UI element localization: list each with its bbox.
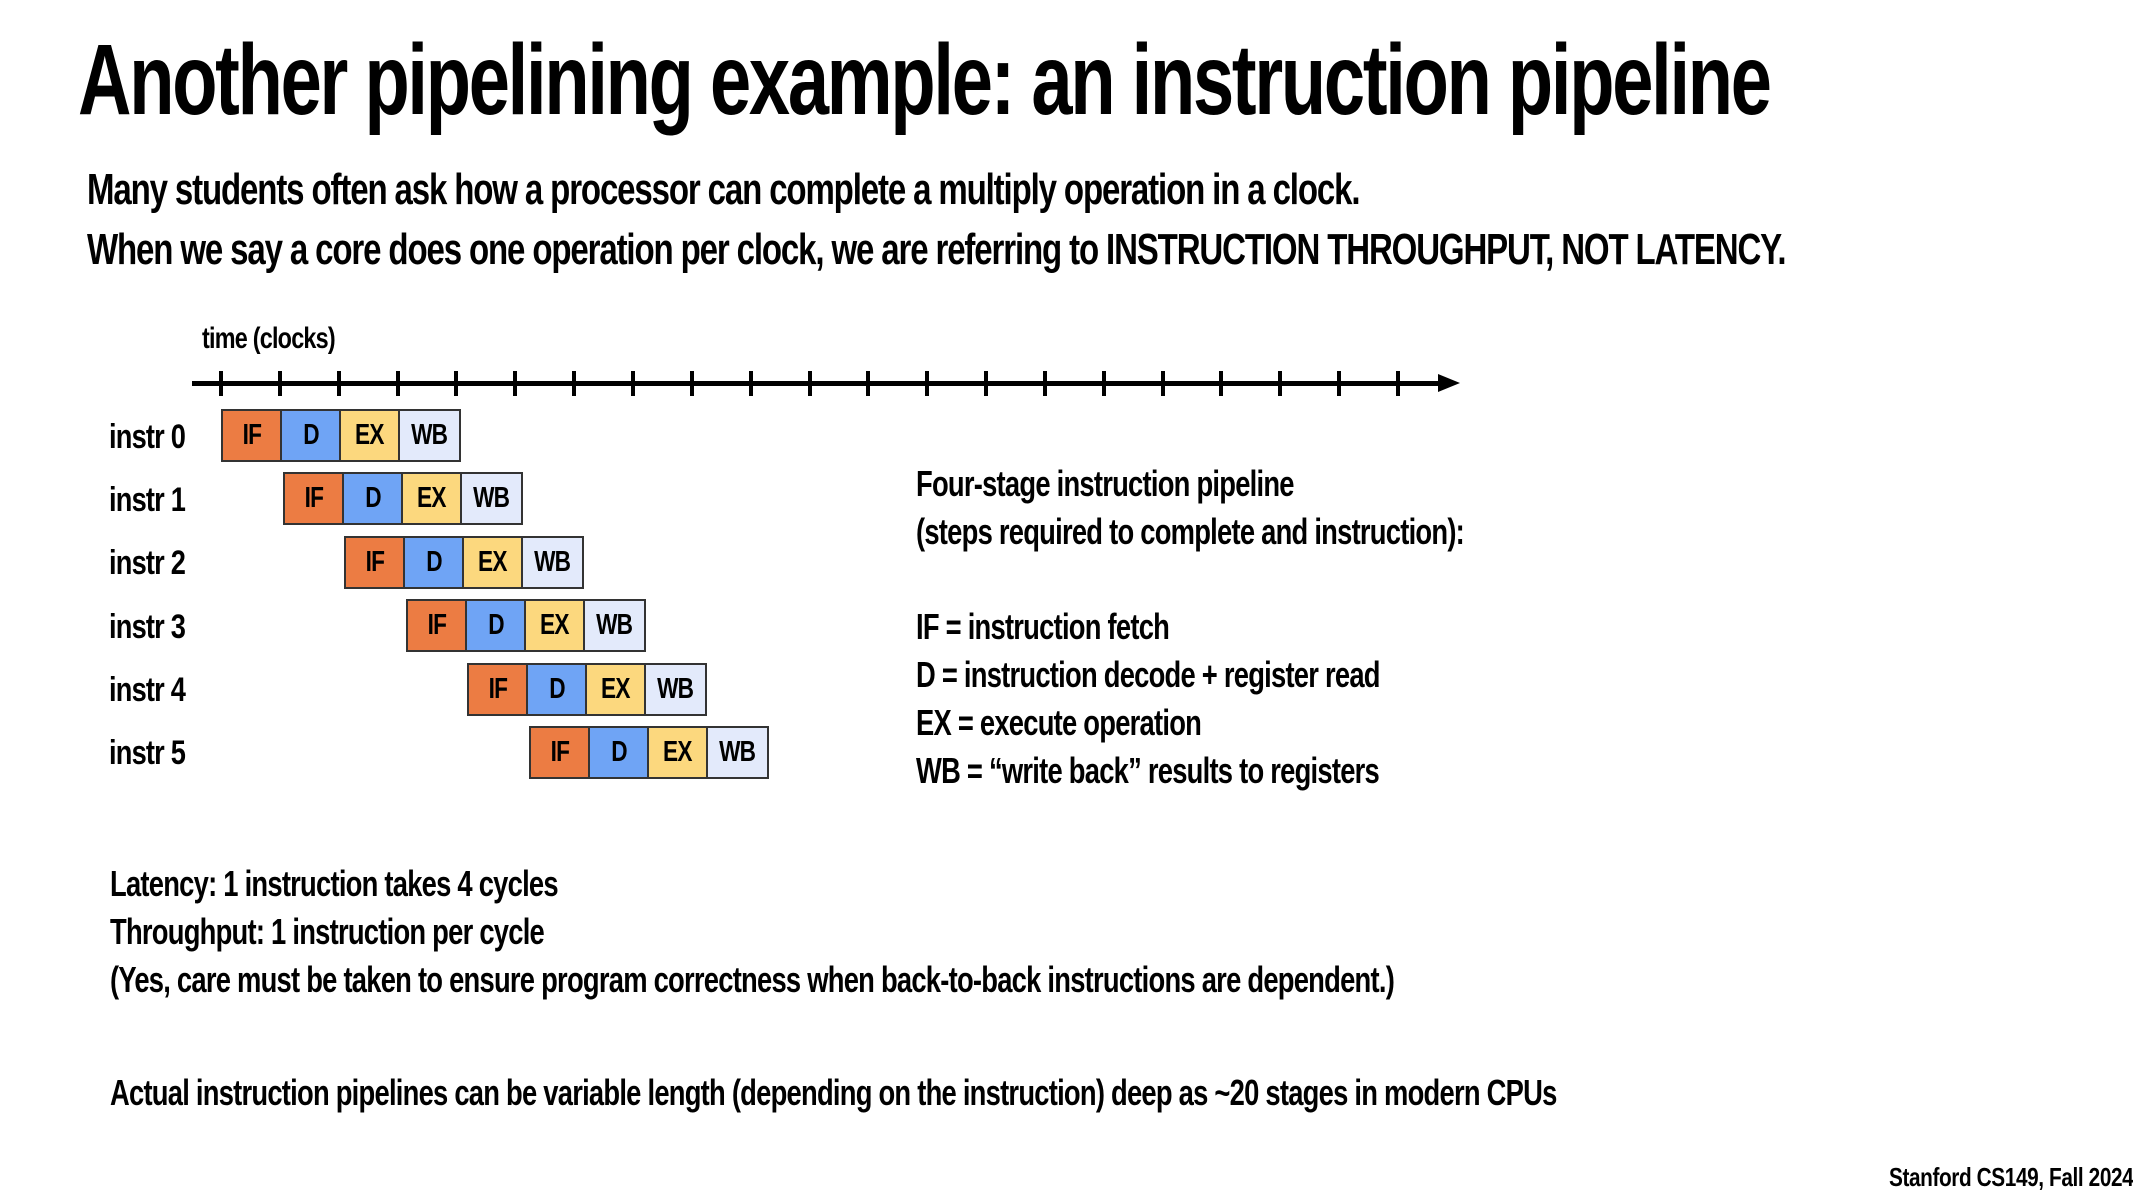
- time-axis-tick: [690, 371, 694, 396]
- time-axis-label: time (clocks): [202, 322, 335, 355]
- stage-cell-if: IF: [223, 411, 282, 460]
- time-axis-tick: [1043, 371, 1047, 396]
- subtitle-line-2: When we say a core does one operation per clock, we are referring to INSTRUCTION THROUGHPUT, NOT LATENCY.: [87, 225, 1786, 274]
- time-axis-tick: [1278, 371, 1282, 396]
- pipeline-row: [283, 472, 523, 525]
- stage-cell-wb: WB: [585, 601, 644, 650]
- stage-cell-ex: EX: [464, 538, 523, 587]
- legend-heading: Four-stage instruction pipeline: [916, 463, 1294, 504]
- stage-cell-if: IF: [285, 474, 344, 523]
- stage-cell-ex: EX: [403, 474, 462, 523]
- instr-label-1: instr 1: [109, 481, 186, 519]
- pipeline-row: [344, 536, 584, 589]
- stage-cell-if: IF: [469, 665, 528, 714]
- stage-cell-if: IF: [346, 538, 405, 587]
- time-axis-tick: [1396, 371, 1400, 396]
- instr-label-0: instr 0: [109, 418, 186, 456]
- time-axis-line: [192, 381, 1442, 386]
- time-axis-tick: [572, 371, 576, 396]
- arrow-right-icon: [1438, 374, 1460, 392]
- pipeline-row: [221, 409, 461, 462]
- instr-label-5: instr 5: [109, 734, 186, 772]
- throughput-note: Throughput: 1 instruction per cycle: [110, 911, 544, 952]
- stage-cell-if: IF: [408, 601, 467, 650]
- time-axis-tick: [513, 371, 517, 396]
- stage-cell-wb: WB: [708, 728, 767, 777]
- latency-note: Latency: 1 instruction takes 4 cycles: [110, 863, 558, 904]
- course-footer: Stanford CS149, Fall 2024: [1889, 1162, 2133, 1192]
- stage-cell-d: D: [344, 474, 403, 523]
- time-axis-tick: [278, 371, 282, 396]
- stage-cell-d: D: [467, 601, 526, 650]
- time-axis-tick: [866, 371, 870, 396]
- pipeline-row: [467, 663, 707, 716]
- legend-item-d: D = instruction decode + register read: [916, 654, 1380, 695]
- stage-cell-wb: WB: [523, 538, 582, 587]
- instr-label-3: instr 3: [109, 608, 186, 646]
- time-axis-tick: [749, 371, 753, 396]
- stage-cell-d: D: [405, 538, 464, 587]
- stage-cell-ex: EX: [526, 601, 585, 650]
- pipeline-row: [529, 726, 769, 779]
- stage-cell-d: D: [528, 665, 587, 714]
- stage-cell-d: D: [590, 728, 649, 777]
- legend-item-wb: WB = “write back” results to registers: [916, 750, 1380, 791]
- slide-title: Another pipelining example: an instruction pipeline: [78, 24, 1770, 136]
- stage-cell-wb: WB: [400, 411, 459, 460]
- time-axis-tick: [1337, 371, 1341, 396]
- stage-cell-d: D: [282, 411, 341, 460]
- pipeline-row: [406, 599, 646, 652]
- stage-cell-wb: WB: [646, 665, 705, 714]
- instr-label-2: instr 2: [109, 544, 186, 582]
- stage-cell-if: IF: [531, 728, 590, 777]
- time-axis-tick: [1102, 371, 1106, 396]
- time-axis-tick: [454, 371, 458, 396]
- time-axis-tick: [219, 371, 223, 396]
- stage-cell-ex: EX: [587, 665, 646, 714]
- time-axis-tick: [808, 371, 812, 396]
- time-axis-tick: [1219, 371, 1223, 396]
- legend-item-ex: EX = execute operation: [916, 702, 1202, 743]
- stage-cell-ex: EX: [341, 411, 400, 460]
- legend-subheading: (steps required to complete and instruction):: [916, 511, 1465, 552]
- time-axis-tick: [337, 371, 341, 396]
- caveat-note: (Yes, care must be taken to ensure program correctness when back-to-back instructions are dependent.): [110, 959, 1395, 1000]
- time-axis-tick: [925, 371, 929, 396]
- time-axis-tick: [984, 371, 988, 396]
- time-axis-tick: [631, 371, 635, 396]
- depth-note: Actual instruction pipelines can be variable length (depending on the instruction) deep as ~20 stages in modern CPUs: [110, 1072, 1557, 1113]
- legend-item-if: IF = instruction fetch: [916, 606, 1170, 647]
- stage-cell-ex: EX: [649, 728, 708, 777]
- subtitle-line-1: Many students often ask how a processor can complete a multiply operation in a clock.: [87, 165, 1360, 214]
- time-axis-tick: [1161, 371, 1165, 396]
- instr-label-4: instr 4: [109, 671, 186, 709]
- stage-cell-wb: WB: [462, 474, 521, 523]
- time-axis-tick: [396, 371, 400, 396]
